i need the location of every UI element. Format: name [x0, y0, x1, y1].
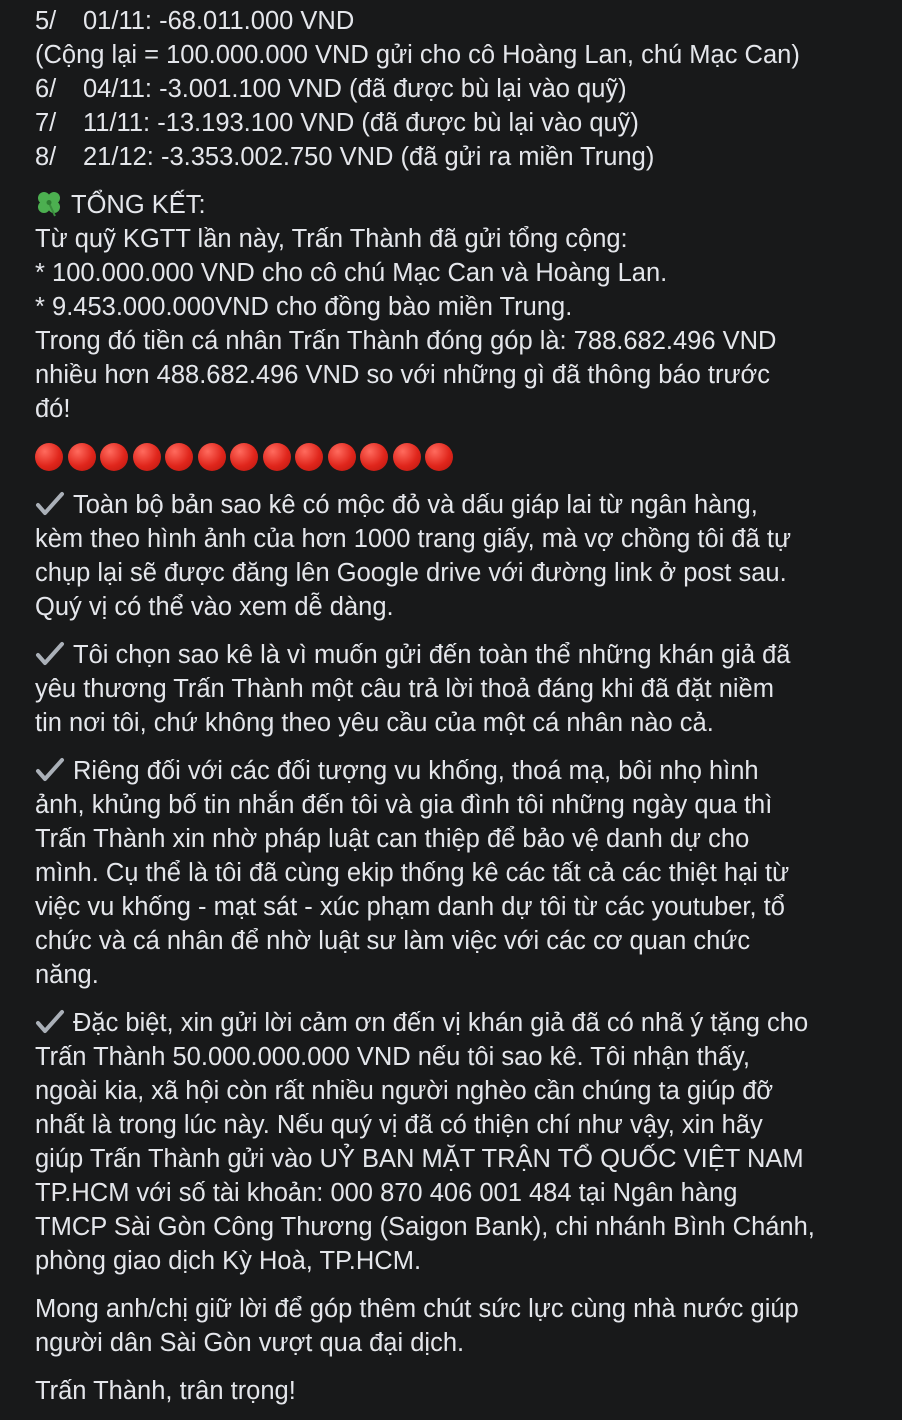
ledger-text: 04/11: -3.001.100 VND (đã được bù lại vào quỹ)	[83, 75, 627, 103]
paragraph-2-line	[35, 638, 885, 672]
closing-line: Mong anh/chị giữ lời để góp thêm chút sức lực cùng nhà nước giúp	[35, 1295, 799, 1323]
summary-line: * 100.000.000 VND cho cô chú Mạc Can và Hoàng Lan.	[35, 259, 668, 287]
check-mark-icon	[35, 757, 65, 783]
ledger-text: 21/12: -3.353.002.750 VND (đã gửi ra miền Trung)	[83, 143, 655, 171]
summary-heading-text: TỔNG KẾT:	[71, 191, 206, 219]
ledger-index: 5/	[35, 7, 57, 35]
summary-line: * 9.453.000.000VND cho đồng bào miền Trung.	[35, 293, 573, 321]
check-mark-icon	[35, 641, 65, 667]
red-circle-icon	[35, 443, 63, 471]
red-circle-icon	[425, 443, 453, 471]
red-dots-divider	[35, 440, 885, 474]
paragraph-3-line: ảnh, khủng bố tin nhắn đến tôi và gia đình tôi những ngày qua thì	[35, 791, 773, 819]
red-circle-icon	[198, 443, 226, 471]
summary-line: đó!	[35, 395, 71, 423]
paragraph-3-line: chức và cá nhân để nhờ luật sư làm việc với các cơ quan chức	[35, 927, 751, 955]
paragraph-2-line: tin nơi tôi, chứ không theo yêu cầu của một cá nhân nào cả.	[35, 709, 714, 737]
paragraph-text: Toàn bộ bản sao kê có mộc đỏ và dấu giáp lai từ ngân hàng,	[73, 491, 758, 519]
check-mark-icon	[35, 1009, 65, 1035]
red-circle-icon	[165, 443, 193, 471]
paragraph-4-line: nhất là trong lúc này. Nếu quý vị đã có thiện chí như vậy, xin hãy	[35, 1111, 763, 1139]
paragraph-1-line	[35, 488, 885, 522]
paragraph-4-line: giúp Trấn Thành gửi vào UỶ BAN MẶT TRẬN TỔ QUỐC VIỆT NAM	[35, 1145, 804, 1173]
summary-line: Từ quỹ KGTT lần này, Trấn Thành đã gửi tổng cộng:	[35, 225, 628, 253]
paragraph-3-line: mình. Cụ thể là tôi đã cùng ekip thống kê các tất cả các thiệt hại từ	[35, 859, 790, 887]
ledger-line-5	[35, 4, 885, 38]
check-mark-icon	[35, 491, 65, 517]
ledger-index: 8/	[35, 143, 57, 171]
red-circle-icon	[100, 443, 128, 471]
post-body	[35, 4, 885, 1408]
paragraph-4-line	[35, 1006, 885, 1040]
paragraph-3-line: Trấn Thành xin nhờ pháp luật can thiệp để bảo vệ danh dự cho	[35, 825, 750, 853]
paragraph-4-line: ngoài kia, xã hội còn rất nhiều người nghèo cần chúng ta giúp đỡ	[35, 1077, 774, 1105]
paragraph-1-line: kèm theo hình ảnh của hơn 1000 trang giấy, mà vợ chồng tôi đã tự	[35, 525, 792, 553]
ledger-line-6	[35, 72, 885, 106]
summary-line: Trong đó tiền cá nhân Trấn Thành đóng góp là: 788.682.496 VND	[35, 327, 777, 355]
paragraph-4-line: TP.HCM với số tài khoản: 000 870 406 001 484 tại Ngân hàng	[35, 1179, 738, 1207]
paragraph-3-line	[35, 754, 885, 788]
paragraph-2-line: yêu thương Trấn Thành một câu trả lời thoả đáng khi đã đặt niềm	[35, 675, 774, 703]
signature: Trấn Thành, trân trọng!	[35, 1377, 296, 1405]
paragraph-4-line: Trấn Thành 50.000.000.000 VND nếu tôi sao kê. Tôi nhận thấy,	[35, 1043, 750, 1071]
ledger-index: 7/	[35, 109, 57, 137]
paragraph-4-line: phòng giao dịch Kỳ Hoà, TP.HCM.	[35, 1247, 422, 1275]
ledger-text: 01/11: -68.011.000 VND	[83, 7, 355, 35]
paragraph-text: Tôi chọn sao kê là vì muốn gửi đến toàn thể những khán giả đã	[73, 641, 791, 669]
paragraph-3-line: năng.	[35, 961, 99, 989]
four-leaf-clover-icon	[35, 189, 63, 217]
ledger-index: 6/	[35, 75, 57, 103]
paragraph-1-line: chụp lại sẽ được đăng lên Google drive với đường link ở post sau.	[35, 559, 787, 587]
red-circle-icon	[263, 443, 291, 471]
paragraph-1-line: Quý vị có thể vào xem dễ dàng.	[35, 593, 394, 621]
ledger-line-8	[35, 140, 885, 174]
red-circle-icon	[230, 443, 258, 471]
red-circle-icon	[393, 443, 421, 471]
summary-line: nhiều hơn 488.682.496 VND so với những gì đã thông báo trước	[35, 361, 771, 389]
red-circle-icon	[133, 443, 161, 471]
ledger-line-7	[35, 106, 885, 140]
red-circle-icon	[295, 443, 323, 471]
red-circle-icon	[68, 443, 96, 471]
ledger-text: (Cộng lại = 100.000.000 VND gửi cho cô Hoàng Lan, chú Mạc Can)	[35, 41, 800, 69]
paragraph-4-line: TMCP Sài Gòn Công Thương (Saigon Bank), chi nhánh Bình Chánh,	[35, 1213, 815, 1241]
paragraph-3-line: việc vu khống - mạt sát - xúc phạm danh dự tôi từ các youtuber, tổ	[35, 893, 785, 921]
paragraph-text: Riêng đối với các đối tượng vu khống, thoá mạ, bôi nhọ hình	[73, 757, 759, 785]
red-circle-icon	[360, 443, 388, 471]
summary-heading	[35, 188, 885, 222]
closing-line: người dân Sài Gòn vượt qua đại dịch.	[35, 1329, 465, 1357]
ledger-line-5-note	[35, 38, 885, 72]
red-circle-icon	[328, 443, 356, 471]
ledger-text: 11/11: -13.193.100 VND (đã được bù lại vào quỹ)	[83, 109, 639, 137]
paragraph-text: Đặc biệt, xin gửi lời cảm ơn đến vị khán giả đã có nhã ý tặng cho	[73, 1009, 809, 1037]
